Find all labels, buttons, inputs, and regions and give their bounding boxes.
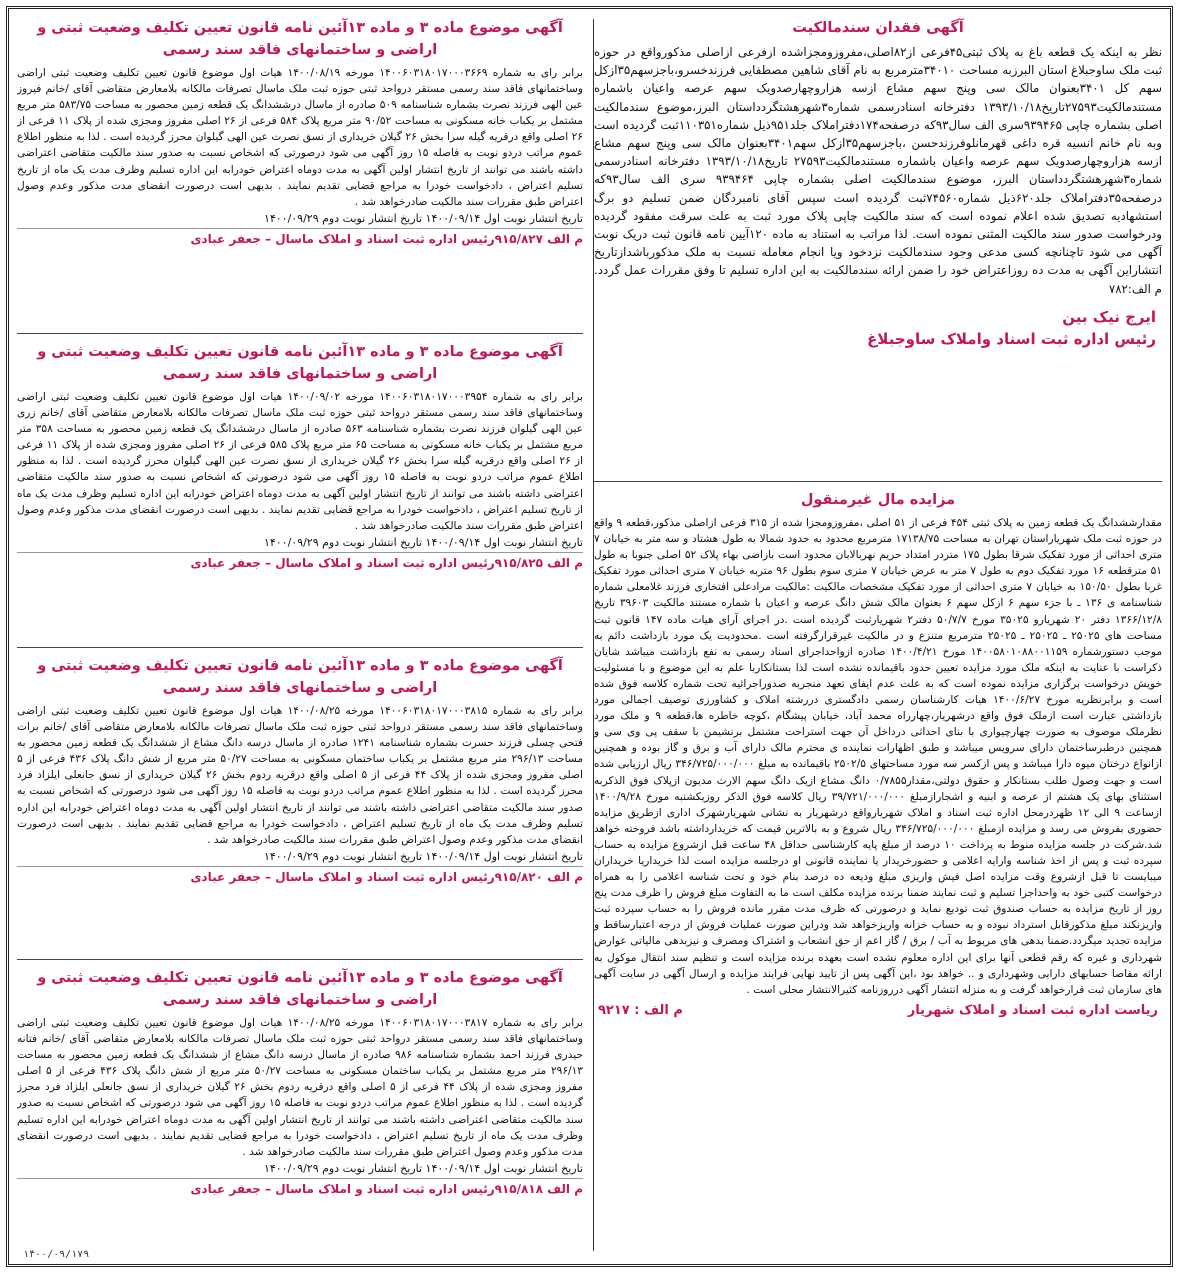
notice-signature: م الف ۹۱۵/۸۱۸رئیس اداره ثبت اسناد و املاک ماسال – جعفر عبادی xyxy=(17,1178,583,1198)
section-divider xyxy=(594,481,1162,482)
notice-body: مقدارششدانگ یک قطعه زمین به پلاک ثبتی ۴۵۴ فرعی از ۵۱ اصلی ،مفروزومجزا شده از ۳۱۵ فرعی ازاصلی مذکور،قطعه ۹ واقع در حوزه ثبت ملک شهریاراستان تهران به مساحت ۱۷۱۳۸/۷۵ مترمربع محدود به حدود شمالا به طول هشتاد و سه متر به خیابان ۷ متری احداثی از مورد تفکیک شرقا بطول ۱۷۵ متردر امتداد حریم نهربالابان محدود است بازاضی بهاء پلاک ۵۲ اصلی جنوبا به طول ۵۱ مترقطعه ۱۶ مورد تفکیک دوم به طول ۷ متر به عرض خیابان ۷ متری سوم بطول ۹۶ متربه خیابان ۷ متری احداثی مورد تفکیک غربا بطول ۱۵۰/۵۰ به خیابان ۷ متری احداثی از مورد تفکیک مشخصات مالکیت :مالکیت مرادعلی افتخاری فرزند غلامعلی شماره شناسنامه ی ۱۳۶ ـ با جزء سهم ۶ ازکل سهم ۶ بعنوان مالک شش دانگ عرصه و اعیان با شماره مستند مالکیت ۳۹۶۰۳ تاریخ ۱۳۶۶/۱۲/۸ دفتر ۲۰ شهریارو ۳۵۰۲۵ مورخ ۵۰/۷/۷ دفتر۲ شهریارثبت گردیده است .در اجرای آرای هیات ماده ۱۴۷ قانون ثبت مساحت های ۲۵۰۲۵ ـ ۲۵۰۲۵ ـ ۲۵۰۲۵ مترمربع متنزع و در مالکیت غیرقرارگرفته است .محدودیت یک مورد بازداشت دائم به موجب دستورشماره ۱۴۰۰۵۸۰۱۰۸۸۰۰۱۱۵۹ مورخ ۱۴۰۰/۴/۲۱ صادره ازواحداجرای اسناد رسمی به نفع بازداشت میباشد شایان ذکراست با عنایت به اینکه ملک مورد مزایده تعیین حدود باقیمانده نشده است لذا بستانکاربا علم به این موضوع و با مسئولیت خویش درخواست برگزاری مزایده نموده است که به علت عدم ایفای تعهد منجربه صدوراجرائیه تحت شماره کلاسه فوق شده است و برابرنظریه مورخ ۱۴۰۰/۶/۲۷ هیات کارشناسان رسمی دادگستری دررشته املاک و کشاورزی توصیف اجمالی مورد بازداشتی عبارت است ازملک فوق واقع درشهریار،چهارراه محمد آباد، خیابان پیشگام ،کوچه خاطره ها،قطعه ۹ و ملک مورد نظرملک موصوف به صورت چهارچیواری با بنای احداثی درداخل آن جهت استراحت مشتمل برنشیمن با سقف پی وی سی و همچنین درطبرساختمان دارای سرویس میباشد و طبق اظهارات نماینده ی محترم مالک دارای آب و برق و گاز بوده و همچنین ازانواع درختان میوه دارا میباشد و پس ازکسر سه مورد مساحتهای ۲۵۰۲/۵ باقیمانده به مبلغ ۳۴۶/۷۲۵/۰۰۰/۰۰۰ ریال ارزیابی شده است و جهت وصول طلب بستانکار و حقوق دولتی،مقدار۰/۷۸۵۵ دانگ مشاع ازیک دانگ سهم الارث مدیون ازپلاک فوق الذکربه استثنای بهای یک هشتم از عرصه و ابنیه و اشجارازمبلغ ۳۹/۷۲۱/۰۰۰/۰۰۰ ریال کلاسه فوق الذکر روزیکشنبه مورخ ۱۴۰۰/۹/۲۸ ازساعت ۹ الی ۱۲ ظهردرمحل اداره ثبت اسناد و املاک شهریارواقع درشهریار به نشانی شهریارشهرک اداری ازطریق مزایده حضوری بفروش می رسد و مزایده ازمبلغ ۳۴۶/۷۲۵/۰۰۰/۰۰۰ ریال شروع و به بالاترین قیمت که خریدارداشته باشد فروخته خواهد شد.شرکت در جلسه مزایده منوط به پرداخت ۱۰ درصد از مبلغ پایه کارشناسی حداقل ۴۸ ساعت قبل ازشروع مزایده به حساب سپرده ثبت و پس از اخذ شناسه وارایه اعلامی و حضورخریدار یا نماینده قانونی او درجلسه مزایده است لذا خریداریا خریداران میبایست تا قبل ازشروع وقت مزایده اصل فیش واریزی مبلغ ودیعه ده درصد بنام خود و تحت شناسه اعلامی را به همراه درخواست کتبی خود به واحداجرا تسلیم و ثبت نمایند ضمنا برنده مزایده مکلف است ما به التفاوت مبلغ فروش را ظرف مدت پنج روز از تاریخ مزایده به حساب صندوق ثبت تودیع نماید و درصورتی که ظرف مدت مقرر مانده فروش را به حساب سپرده ثبت واریزنکند مبلغ مذکورقابل استرداد نبوده و به حساب خزانه واریزخواهد شد ودراین صورت عملیات فروش از درجه اعتبارساقط و مزایده تجدید میگردد.ضمنا بدهی های مربوط به آب / برق / گاز اعم از حق انشعاب و اشتراک ومصرف و نیزبدهی مالیاتی عوارض شهرداری و غیره که رقم قطعی آنها برای این اداره معلوم نشده است بعهده برنده مزایده است و تنظیم سند انتقال موکول به ارائه مفاصا حسابهای دارایی وشهرداری و .. خواهد بود ،این آگهی پس از تایید نهایی فرایند مزایده و ارسال آگهی در سایت آگهی های سازمان ثبت قرارخواهد گرفت و به منزله انتشار آگهی درروزنامه کثیرالانتشار محلی است . xyxy=(594,517,1162,996)
notice-body: نظر به اینکه یک قطعه باغ به پلاک ثبتی۴۵فرعی از۸۲اصلی،مفروزومجزاشده ازفرعی ازاصلی مذکورواقع در حوزه ثبت ملک ساوجبلاغ استان البرزبه مساحت ۳۴۰۱۰مترمربع به نام آقای شاهین مصطفایی فرزندخسرو،باجزسهم۳۵ازکل سهم کل ۳۴۰۱بعنوان مالک سی وپنج سهم مشاع ازسه هزاروچهارصدویک سهم عرصه واعیان باشماره مستندمالکیت۲۷۵۹۳تاریخ۱۳۹۳/۱۰/۱۸ دفترخانه اسنادرسمی شماره۳شهرهشتگردداستان البرز،موضوع سندمالکیت اصلی بشماره چاپی ۹۳۹۴۶۵سری الف سال۹۳که درصفحه۱۷۴دفتراملاک جلد۹۵۱ذیل شماره۱۱۰۳۵۱ثبت گردیده است وبه نام خانم انسیه قره داغی قهرمانلوفرزندحسن ،باجزسهم۳۵ازکل سهم۳۴۰۱بعنوان مالک سی وپنج سهم مشاع ازسه هزاروچهارصدویک سهم عرصه واعیان باشماره مستندمالکیت۲۷۵۹۳ تاریخ۱۳۹۳/۱۰/۱۸ دفترخانه اسنادرسمی شماره۳شهرهشتگردداستان البرز، موضوع سندمالکیت اصلی بشماره چاپی ۹۳۹۴۶۴ سری الف سال۹۳که درصفحه۳۵دفتراملاک جلد۶۲۰ذیل شماره۷۴۵۶۰ثبت گردیده است سپس آقای نامبردگان ضمن تسلیم دو برگ استشهادیه تصدیق شده اعلام نموده است که سند مالکیت چاپی پلاک مورد ثبت به علت سرقت مفقود گردیده ودرخواست صدور سند مالکیت المثنی نموده است. لذا مراتب به استناد به ماده ۱۲۰آیین نامه قانون ثبت دریک نوبت آگهی می شود تاچنانچه کسی مدعی وجود سندمالکیت نزدخود ویا انجام معامله نسبت به ملک مذکورباشدازتاریخ انتشاراین آگهی به مدت ده روزاعتراض خود را ضمن ارائه سندمالکیت به این اداره تسلیم تا وفق مقررات عمل گردد. م الف:۷۸۲ xyxy=(594,45,1162,296)
section-divider xyxy=(17,647,583,648)
notice-body: برابر رای به شماره ۱۴۰۰۶۰۳۱۸۰۱۷۰۰۰۳۸۱۷ مورخه ۱۴۰۰/۰۸/۲۵ هیات اول موضوع قانون تعیین تکلیف وضعیت ثبتی اراضی وساختمانهای فاقد سند رسمی مستقر درواحد ثبتی حوزه ثبت ملک ماسال تصرفات مالکانه بلامعارض متقاضی آقای /خانم فتانه حیدری فرزند احمد بشماره شناسنامه ۹۸۶ صادره از ماسال درسه دانگ مشاع از ششدانگ یک قطعه زمین محصور به مساحت ۲۹۶/۱۳ متر مربع مشتمل بر یکباب ساختمان مسکونی به مساحت ۵۰/۲۷ متر مربع از شش دانگ پلاک ۴۳۶ فرعی از ۵ اصلی مفروز ومجزی شده از پلاک ۴۴ فرعی از ۵ اصلی واقع درقریه ردوم بخش ۲۶ گیلان خریداری از نسق جانعلی ایلزاد فرد محرز گردیده است . لذا به منظور اطلاع عموم مراتب دردو نوبت به فاصله ۱۵ روز آگهی می شود درصورتی که اشخاص نسبت به صدور سند مالکیت متقاضی اعتراضی داشته باشند می توانند از تاریخ انتشار اولین آگهی به مدت دوماه اعتراض خودرابه این اداره تسلیم وظرف مدت یک ماه از تاریخ تسلیم اعتراض ، دادخواست خودرا به مراجع قضایی تقدیم نمایند . بدیهی است درصورت انقضای مدت مذکور وعدم وصول اعتراض طبق مقررات سند مالکیت صادرخواهد شد . xyxy=(17,1017,583,1158)
signer-name: ایرج نیک بین xyxy=(1062,307,1156,326)
notice-footer xyxy=(594,1001,1162,1021)
section-divider xyxy=(17,959,583,960)
signer-title: رئیس اداره ثبت اسناد واملاک ساوجبلاغ xyxy=(867,329,1156,348)
footer-signer: ریاست اداره ثبت اسناد و املاک شهریار xyxy=(907,1002,1158,1018)
left-column xyxy=(17,17,583,1249)
notice-title: آگهی فقدان سندمالکیت xyxy=(792,20,964,36)
registration-notice xyxy=(17,17,583,322)
notice-signature: م الف ۹۱۵/۸۲۵رئیس اداره ثبت اسناد و املاک ماسال – جعفر عبادی xyxy=(17,552,583,572)
notice-body: برابر رای به شماره ۱۴۰۰۶۰۳۱۸۰۱۷۰۰۰۳۹۵۴ مورخه ۱۴۰۰/۰۹/۰۲ هیات اول موضوع قانون تعیین تکلیف وضعیت ثبتی اراضی وساختمانهای فاقد سند رسمی مستقر درواحد ثبتی حوزه ثبت ملک ماسال تصرفات مالکانه بلامعارض متقاضی آقای /خانم زری عین الهی گیلوان فرزند نصرت بشماره شناسنامه ۵۶۳ صادره از ماسال درششدانگ یک قطعه زمین محصور به مساحت ۳۵۸ متر مربع مشتمل بر یکباب خانه مسکونی به مساحت ۶۵ متر مربع پلاک ۵۸۵ فرعی از ۲۶ اصلی مفروز ومجزی شده از پلاک ۱۱ فرعی از ۲۶ اصلی واقع درقریه گیله سرا بخش ۲۶ گیلان خریداری از نسق نصرت عین الهی گیلوان محرز گردیده است . لذا به منظور اطلاع عموم مراتب دردو نوبت به فاصله ۱۵ روز آگهی می شود درصورتی که اشخاص نسبت به صدور سند مالکیت متقاضی اعتراضی داشته باشند می توانند از تاریخ انتشار اولین آگهی به مدت دوماه اعتراض خودرابه این اداره تسلیم وظرف مدت یک ماه از تاریخ تسلیم اعتراض ، دادخواست خودرا به مراجع قضایی تقدیم نمایند . بدیهی است درصورت انقضای مدت مذکور وعدم وصول اعتراض طبق مقررات سند مالکیت صادرخواهد شد . xyxy=(17,391,583,532)
notice-title: آگهی موضوع ماده ۳ و ماده ۱۳آئین نامه قانون تعیین تکلیف وضعیت ثبتی و اراضی و ساختمانهای فاقد سند رسمی xyxy=(37,20,563,58)
notice-signature: م الف ۹۱۵/۸۲۰رئیس اداره ثبت اسناد و املاک ماسال – جعفر عبادی xyxy=(17,866,583,886)
footer-ref: م الف : ۹۲۱۷ xyxy=(598,1002,683,1018)
notice-body: برابر رای به شماره ۱۴۰۰۶۰۳۱۸۰۱۷۰۰۰۳۸۱۵ مورخه ۱۴۰۰/۰۸/۲۵ هیات اول موضوع قانون تعیین تکلیف وضعیت ثبتی اراضی وساختمانهای فاقد سند رسمی مستقر درواحد ثبتی حوزه ثبت ملک ماسال تصرفات مالکانه بلامعارض متقاضی آقای /خانم برات فتحی چسلی فرزند حسرت بشماره شناسنامه ۱۲۴۱ صادره از ماسال درسه دانگ مشاع از ششدانگ یک قطعه زمین محصور به مساحت ۲۹۶/۱۳ متر مربع مشتمل بر یکباب ساختمان مسکونی به مساحت ۵۰/۲۷ متر مربع از شش دانگ پلاک ۴۳۶ فرعی از ۵ اصلی مفروز ومجزی شده از پلاک ۴۴ فرعی از ۵ اصلی واقع درقریه ردوم بخش ۲۶ گیلان خریداری از نسق جانعلی ایلزاد فرد محرز گردیده است . لذا به منظور اطلاع عموم مراتب دردو نوبت به فاصله ۱۵ روز آگهی می شود درصورتی که اشخاص نسبت به صدور سند مالکیت متقاضی اعتراضی داشته باشند می توانند از تاریخ انتشار اولین آگهی به مدت دوماه اعتراض خودرابه این اداره تسلیم وظرف مدت یک ماه از تاریخ تسلیم اعتراض ، دادخواست خودرا به مراجع قضایی تقدیم نمایند . بدیهی است درصورت انقضای مدت مذکور وعدم وصول اعتراض طبق مقررات سند مالکیت صادرخواهد شد . xyxy=(17,705,583,846)
section-divider xyxy=(17,333,583,334)
column-divider xyxy=(593,19,594,1251)
publish-dates: تاریخ انتشار نوبت اول ۱۴۰۰/۰۹/۱۴ تاریخ انتشار نوبت دوم ۱۴۰۰/۰۹/۲۹ xyxy=(263,1161,583,1175)
notice-signature: م الف ۹۱۵/۸۲۷رئیس اداره ثبت اسناد و املاک ماسال – جعفر عبادی xyxy=(17,228,583,248)
publish-dates: تاریخ انتشار نوبت اول ۱۴۰۰/۰۹/۱۴ تاریخ انتشار نوبت دوم ۱۴۰۰/۰۹/۲۹ xyxy=(263,535,583,549)
date-stamp: ۱۴۰۰/۰۹/۱۷۹ xyxy=(23,1249,90,1260)
publish-dates: تاریخ انتشار نوبت اول ۱۴۰۰/۰۹/۱۴ تاریخ انتشار نوبت دوم ۱۴۰۰/۰۹/۲۹ xyxy=(263,211,583,225)
notice-body: برابر رای به شماره ۱۴۰۰۶۰۳۱۸۰۱۷۰۰۰۳۶۶۹ مورخه ۱۴۰۰/۰۸/۱۹ هیات اول موضوع قانون تعیین تکلیف وضعیت ثبتی اراضی وساختمانهای فاقد سند رسمی مستقر درواحد ثبتی حوزه ثبت ملک ماسال تصرفات مالکانه بلامعارض متقاضی آقای /خانم فیروز عین الهی فرزند نصرت بشماره شناسنامه ۵۰۹ صادره از ماسال درششدانگ یک قطعه زمین محصور به مساحت ۵۸۳/۷۵ متر مربع مشتمل بر یکباب خانه مسکونی به مساحت ۹۰/۵۲ متر مربع پلاک ۵۸۴ فرعی از ۲۶ اصلی مفروز ومجزی شده از پلاک ۱۱ فرعی از ۲۶ اصلی واقع درقریه گیله سرا بخش ۲۶ گیلان خریداری از نسق نصرت عین الهی گیلوان محرز گردیده است . لذا به منظور اطلاع عموم مراتب دردو نوبت به فاصله ۱۵ روز آگهی می شود درصورتی که اشخاص نسبت به صدور سند مالکیت متقاضی اعتراضی داشته باشند می توانند از تاریخ انتشار اولین آگهی به مدت دوماه اعتراض خودرابه این اداره تسلیم وظرف مدت یک ماه از تاریخ تسلیم اعتراض ، دادخواست خودرا به مراجع قضایی تقدیم نمایند . بدیهی است درصورت انقضای مدت مذکور وعدم وصول اعتراض طبق مقررات سند مالکیت صادرخواهد شد . xyxy=(17,67,583,208)
newspaper-page xyxy=(6,6,1173,1267)
registration-notice xyxy=(17,655,583,953)
notice-title: آگهی موضوع ماده ۳ و ماده ۱۳آئین نامه قانون تعیین تکلیف وضعیت ثبتی و اراضی و ساختمانهای فاقد سند رسمی xyxy=(37,658,563,696)
right-column xyxy=(594,17,1162,1249)
notice-title: مزایده مال غیرمنقول xyxy=(800,492,956,508)
notice-title: آگهی موضوع ماده ۳ و ماده ۱۳آئین نامه قانون تعیین تکلیف وضعیت ثبتی و اراضی و ساختمانهای فاقد سند رسمی xyxy=(37,970,563,1008)
notice-title: آگهی موضوع ماده ۳ و ماده ۱۳آئین نامه قانون تعیین تکلیف وضعیت ثبتی و اراضی و ساختمانهای فاقد سند رسمی xyxy=(37,344,563,382)
publish-dates: تاریخ انتشار نوبت اول ۱۴۰۰/۰۹/۱۴ تاریخ انتشار نوبت دوم ۱۴۰۰/۰۹/۲۹ xyxy=(263,849,583,863)
lost-deed-notice xyxy=(594,17,1162,469)
registration-notice xyxy=(17,967,583,1249)
auction-notice xyxy=(594,489,1162,1247)
registration-notice xyxy=(17,341,583,639)
